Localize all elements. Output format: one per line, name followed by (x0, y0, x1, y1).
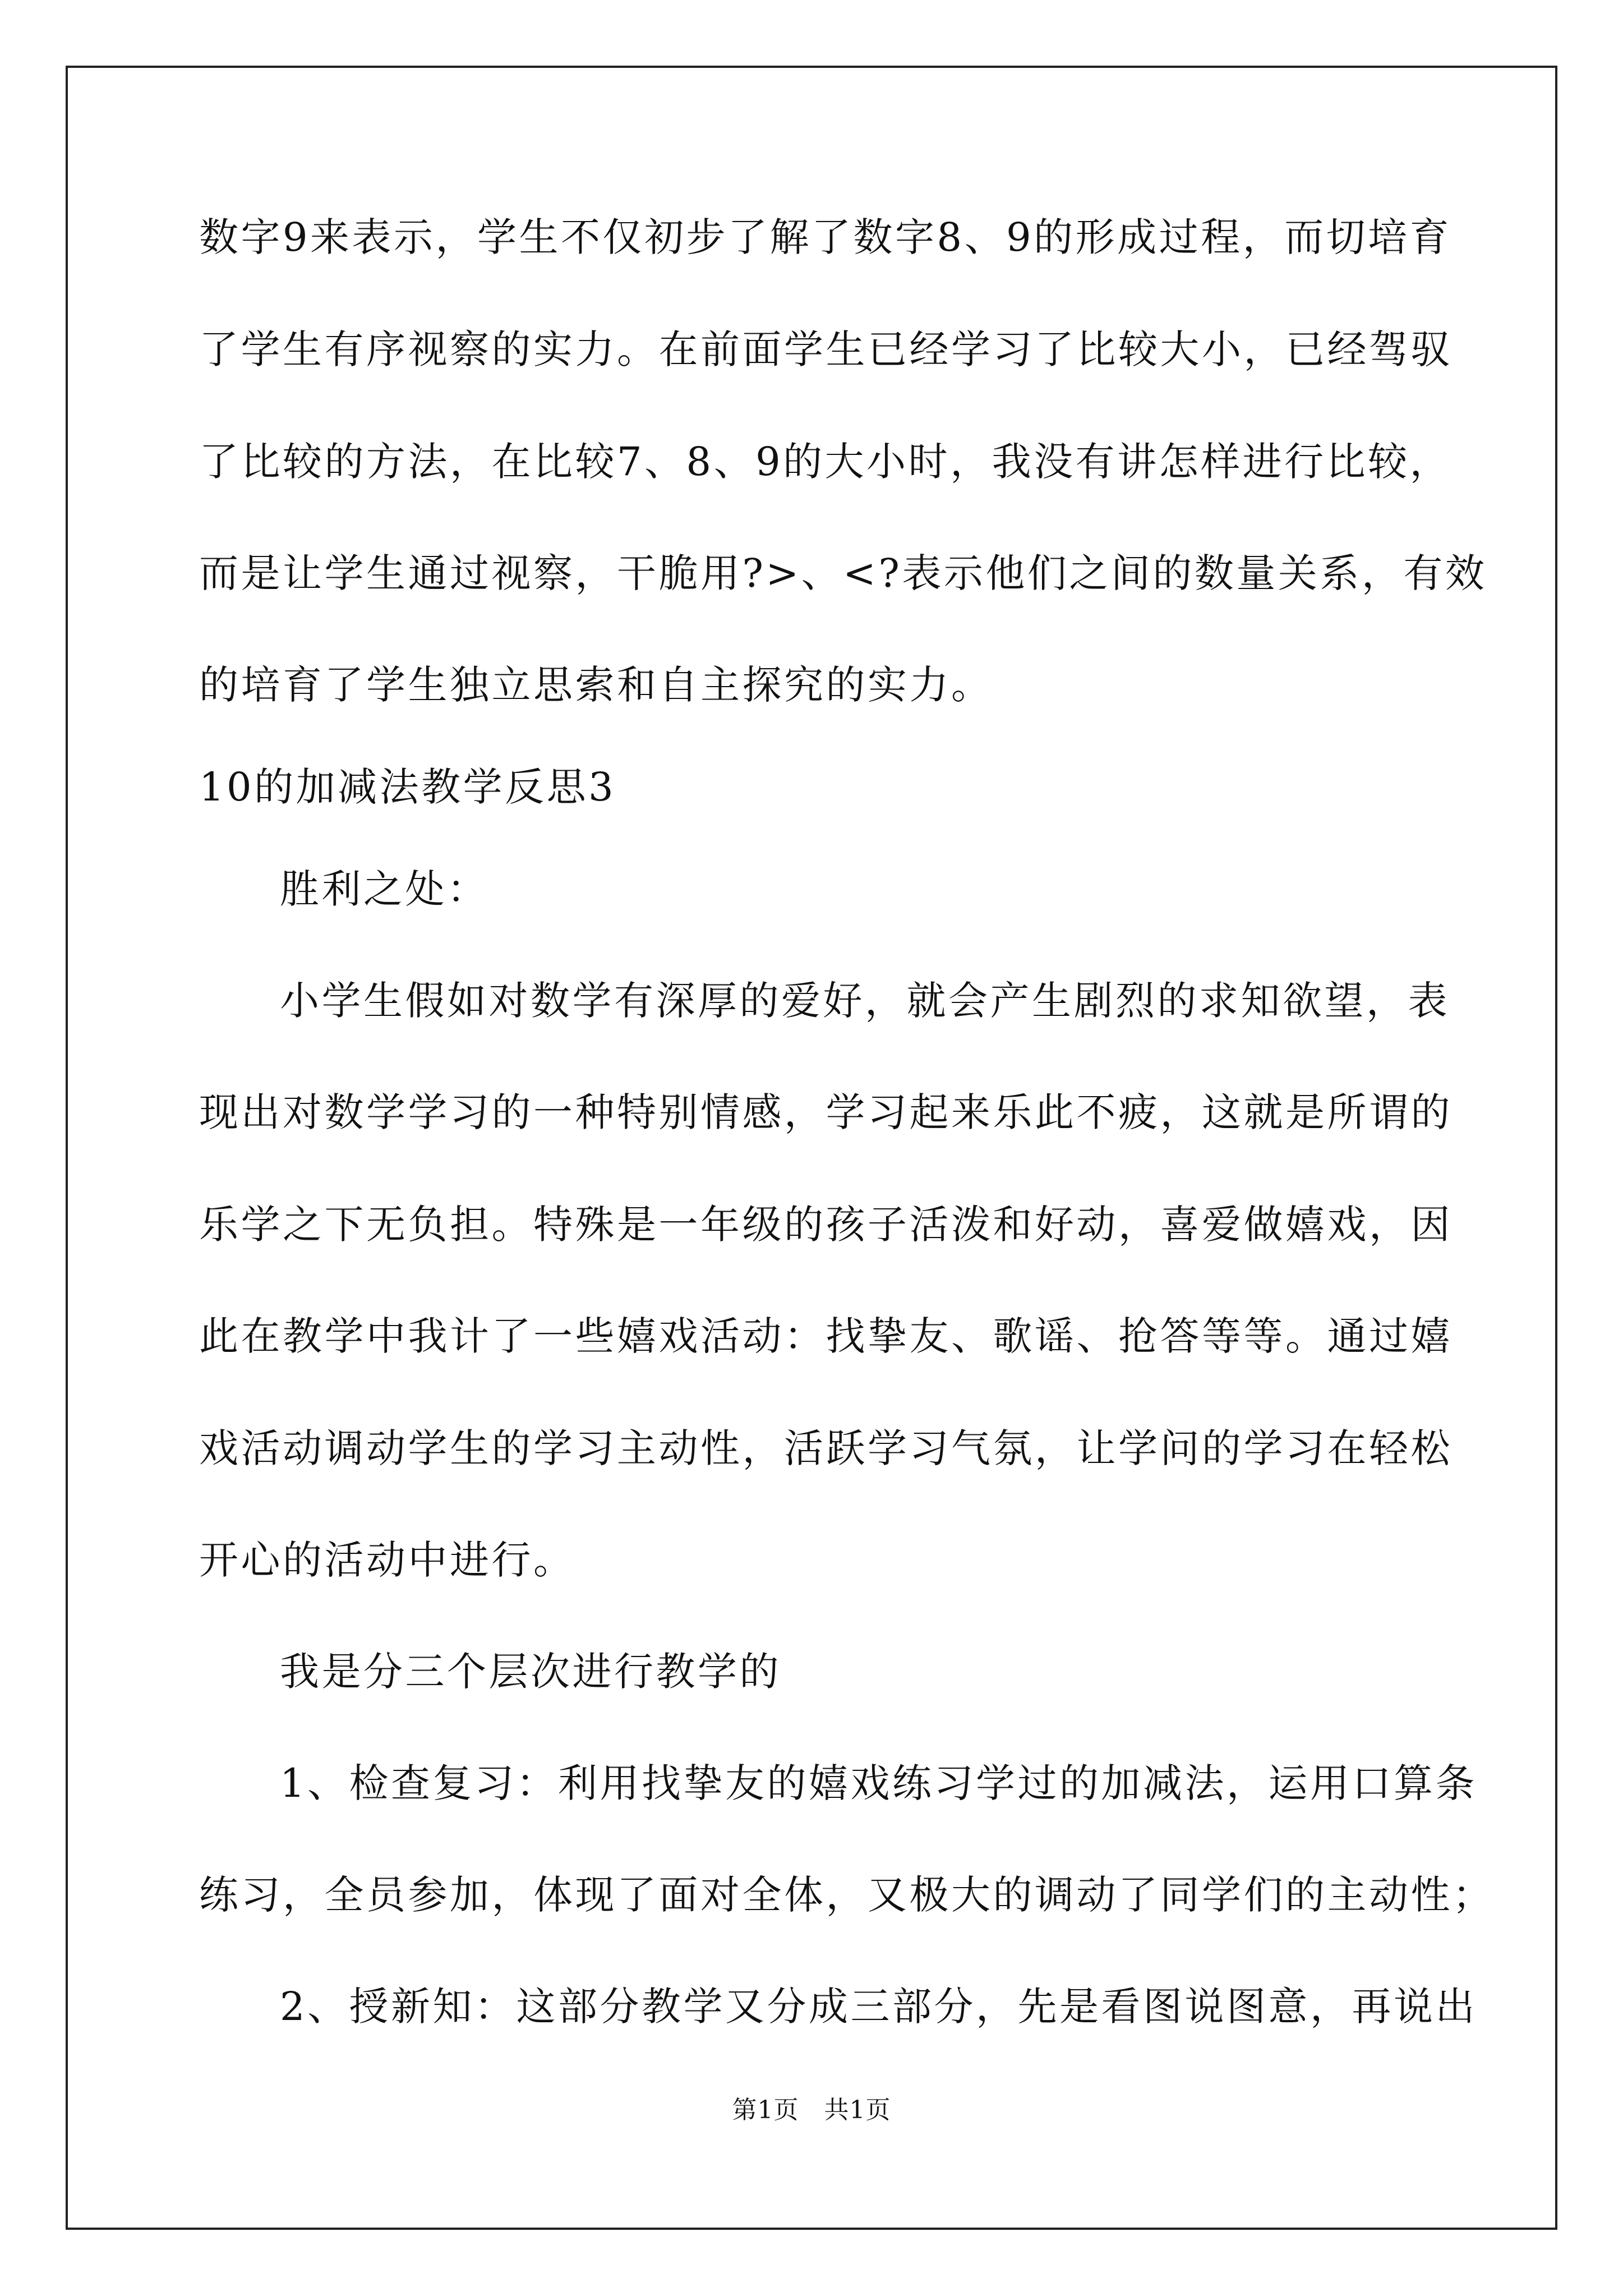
body-line: 乐学之下无负担。特殊是一年级的孩子活泼和好动，喜爱做嬉戏，因 (199, 1202, 1453, 1248)
page-footer: 第1页 共1页 (732, 2096, 891, 2124)
body-line: 此在教学中我计了一些嬉戏活动：找挚友、歌谣、抢答等等。通过嬉 (199, 1313, 1453, 1359)
body-line: 戏活动调动学生的学习主动性，活跃学习气氛，让学问的学习在轻松 (199, 1425, 1453, 1471)
body-line: 了比较的方法，在比较7、8、9的大小时，我没有讲怎样进行比较， (199, 439, 1452, 485)
subheading: 胜利之处： (280, 866, 489, 912)
body-line: 我是分三个层次进行教学的 (280, 1649, 781, 1695)
list-item: 2、授新知：这部分教学又分成三部分，先是看图说图意，再说出 (280, 1984, 1478, 2030)
body-line: 而是让学生通过视察，干脆用?>、<?表示他们之间的数量关系，有效 (199, 550, 1487, 596)
body-line: 了学生有序视察的实力。在前面学生已经学习了比较大小，已经驾驭 (199, 326, 1453, 372)
body-line: 开心的活动中进行。 (199, 1537, 575, 1583)
body-line: 练习，全员参加，体现了面对全体，又极大的调动了同学们的主动性； (199, 1872, 1495, 1918)
body-line: 小学生假如对数学有深厚的爱好，就会产生剧烈的求知欲望，表 (280, 978, 1450, 1024)
body-line: 数字9来表示，学生不仅初步了解了数字8、9的形成过程，而切培育 (199, 214, 1452, 260)
section-heading: 10的加减法教学反思3 (199, 764, 616, 810)
list-item: 1、检查复习：利用找挚友的嬉戏练习学过的加减法，运用口算条 (280, 1760, 1478, 1806)
body-line: 现出对数学学习的一种特别情感，学习起来乐此不疲，这就是所谓的 (199, 1089, 1453, 1135)
body-line: 的培育了学生独立思索和自主探究的实力。 (199, 662, 993, 708)
